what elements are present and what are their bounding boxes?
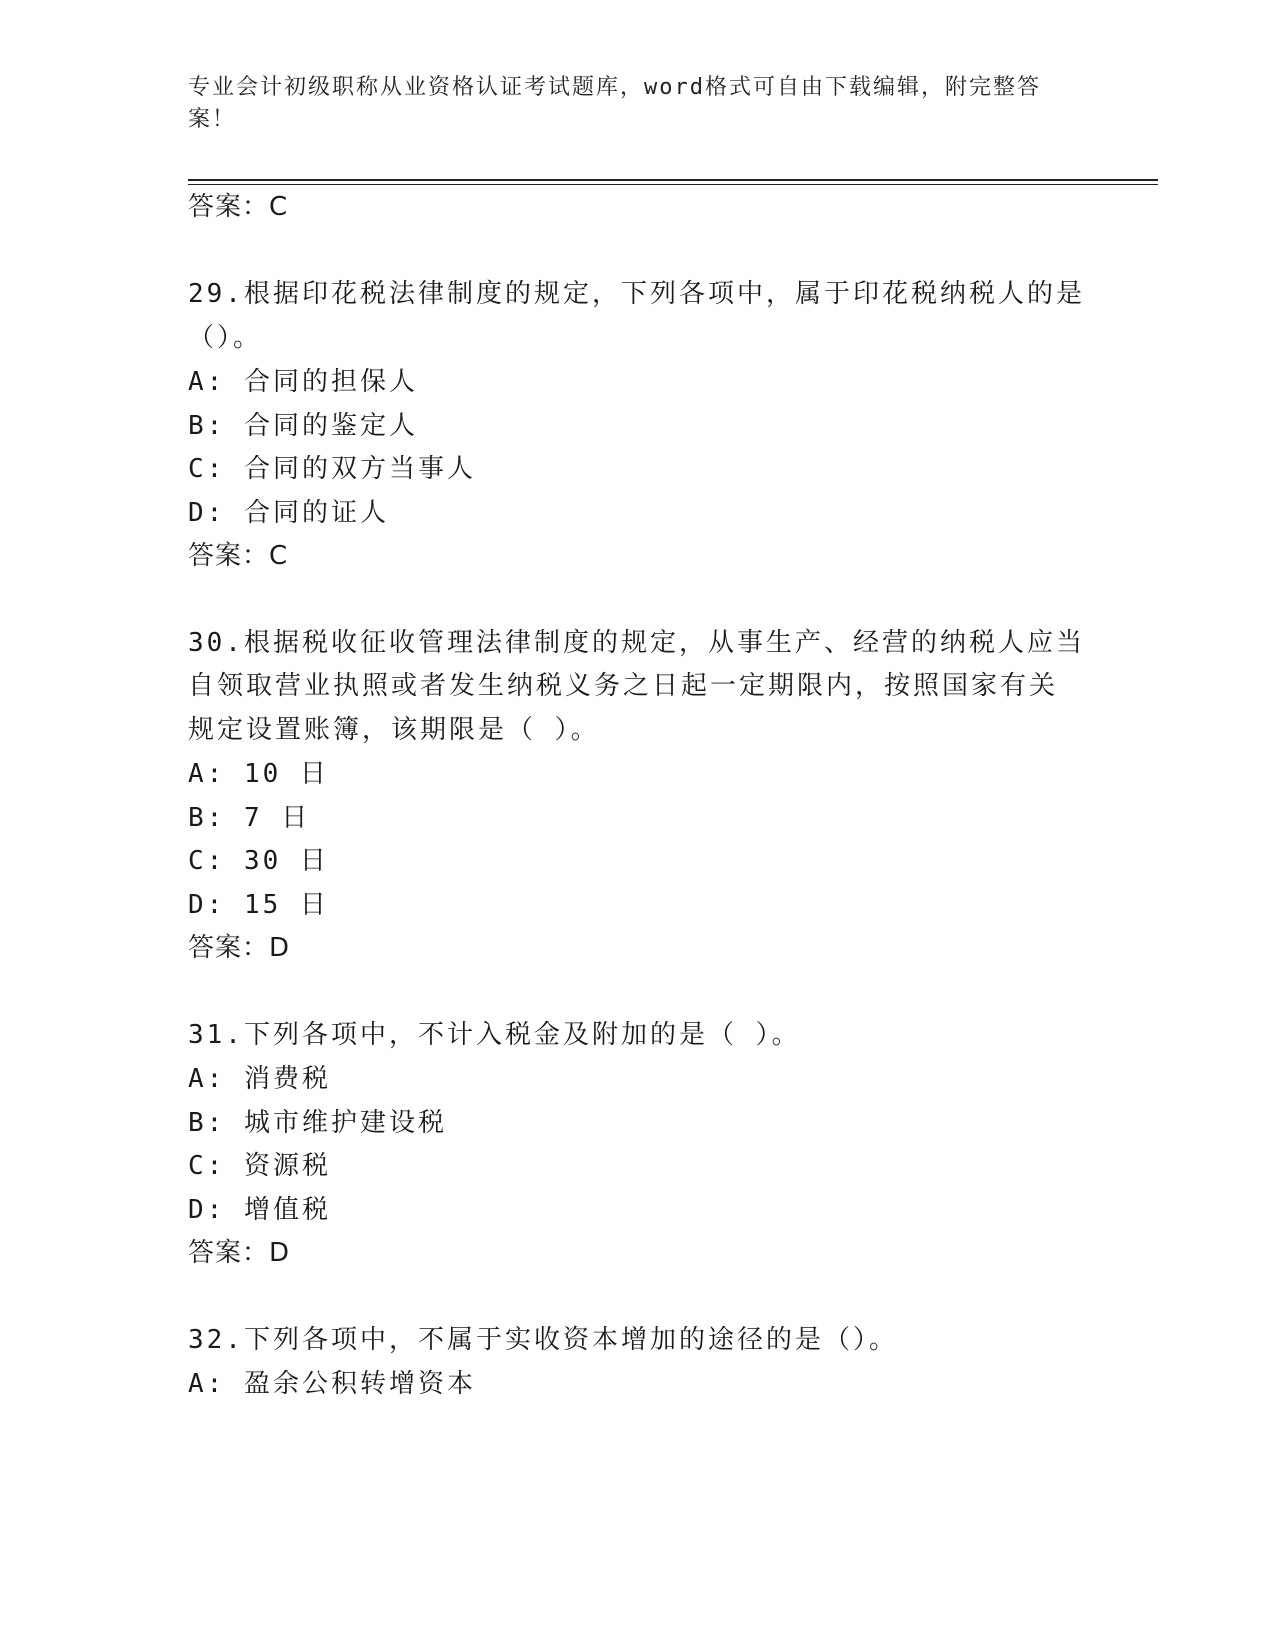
question-30-stem-line-3: 规定设置账簿，该期限是（ ）。 (188, 715, 600, 745)
question-31-option-a: A: 消费税 (188, 1064, 331, 1094)
question-30-answer: 答案：D (188, 933, 291, 963)
question-30-option-b: B: 7 日 (188, 803, 311, 833)
question-31-option-c: C: 资源税 (188, 1151, 331, 1181)
question-29-option-b: B: 合同的鉴定人 (188, 411, 418, 441)
question-30-stem-line-1: 30.根据税收征收管理法律制度的规定，从事生产、经营的纳税人应当 (188, 628, 1085, 658)
question-29-option-d: D: 合同的证人 (188, 498, 389, 528)
question-29-answer: 答案：C (188, 541, 289, 571)
question-31-option-d: D: 增值税 (188, 1195, 331, 1225)
question-31-stem-line-1: 31.下列各项中，不计入税金及附加的是（ ）。 (188, 1020, 801, 1050)
question-30-option-d: D: 15 日 (188, 890, 329, 920)
question-32-stem-line-1: 32.下列各项中，不属于实收资本增加的途径的是（）。 (188, 1325, 898, 1355)
question-30-option-c: C: 30 日 (188, 846, 329, 876)
question-30-option-a: A: 10 日 (188, 759, 329, 789)
question-31-option-b: B: 城市维护建设税 (188, 1108, 447, 1138)
question-29-option-c: C: 合同的双方当事人 (188, 454, 476, 484)
header-note: 专业会计初级职称从业资格认证考试题库，word格式可自由下载编辑，附完整答案！ (188, 75, 1041, 132)
question-30-stem-line-2: 自领取营业执照或者发生纳税义务之日起一定期限内，按照国家有关 (188, 671, 1059, 701)
answer-28: 答案：C (188, 192, 289, 222)
header-divider-thick (188, 179, 1158, 181)
question-29-stem-line-2: （）。 (188, 323, 263, 353)
question-32-option-a: A: 盈余公积转增资本 (188, 1369, 476, 1399)
question-31-answer: 答案：D (188, 1238, 291, 1268)
question-29-stem-line-1: 29.根据印花税法律制度的规定，下列各项中，属于印花税纳税人的是 (188, 279, 1085, 309)
question-29-option-a: A: 合同的担保人 (188, 367, 418, 397)
header-divider-thin (188, 184, 1158, 185)
